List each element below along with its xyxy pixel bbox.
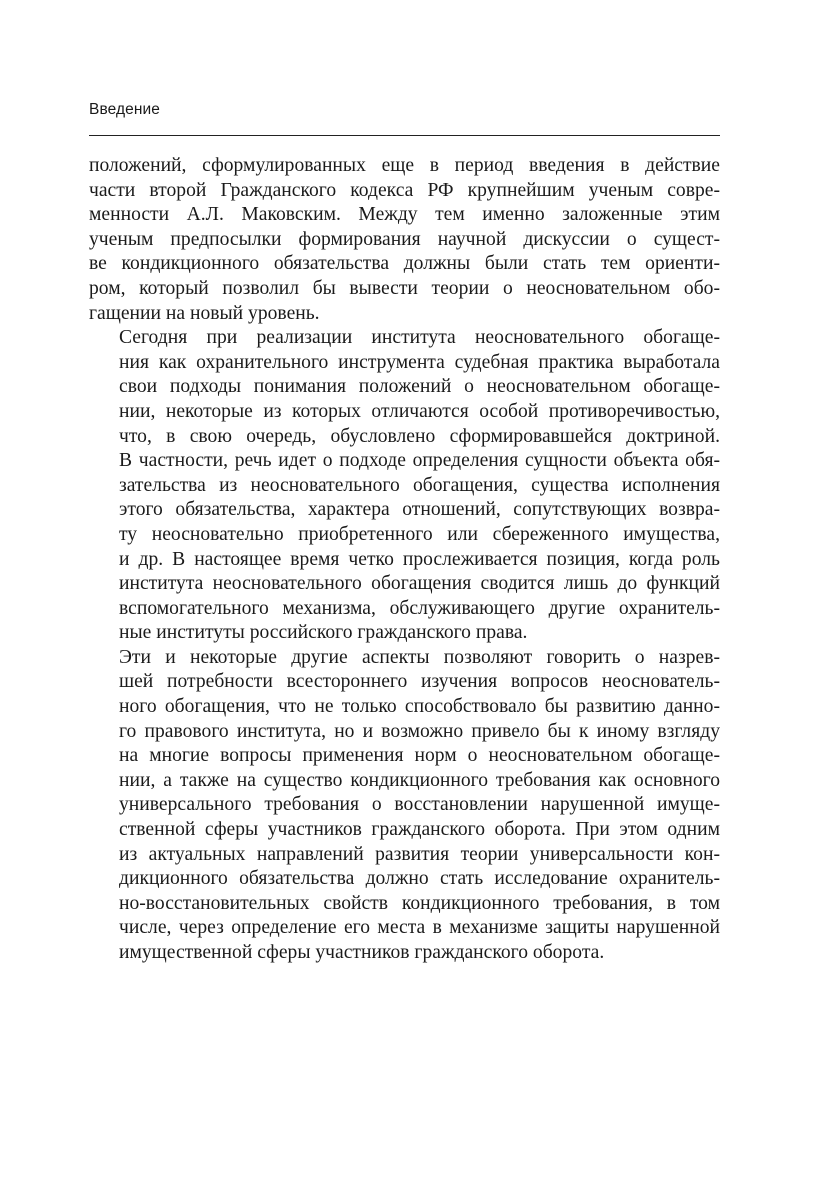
text-line: го правового института, но и возможно привело бы к иному взгляду xyxy=(119,720,720,742)
text-line: ные институты российского гражданского права. xyxy=(119,622,528,644)
text-line: менности А.Л. Маковским. Между тем именно заложенные этим xyxy=(89,204,720,226)
paragraph-1 xyxy=(89,154,720,326)
text-line: ром, который позволил бы вывести теории о неосновательном обо- xyxy=(89,277,720,299)
text-line: ния как охранительного инструмента судебная практика выработала xyxy=(119,351,720,373)
text-line: ученым предпосылки формирования научной дискуссии о сущест- xyxy=(89,228,720,250)
text-line: имущественной сферы участников гражданского оборота. xyxy=(119,942,605,963)
text-line: нии, некоторые из которых отличаются особой противоречивостью, xyxy=(119,400,720,422)
text-line: зательства из неосновательного обогащения, существа исполнения xyxy=(119,474,720,496)
header-rule xyxy=(89,135,720,136)
text-line: вспомогательного механизма, обслуживающего другие охранитель- xyxy=(119,597,720,619)
body-text xyxy=(89,154,720,966)
text-line: свои подходы понимания положений о неосновательном обогаще- xyxy=(119,376,720,398)
text-line: ственной сферы участников гражданского оборота. При этом одним xyxy=(119,819,720,841)
text-line: Сегодня при реализации института неосновательного обогаще- xyxy=(119,327,720,349)
paragraph-3 xyxy=(89,646,720,966)
text-line: дикционного обязательства должно стать исследование охранитель- xyxy=(119,868,720,890)
text-line: В частности, речь идет о подходе определения сущности объекта обя- xyxy=(119,450,720,472)
text-line: части второй Гражданского кодекса РФ крупнейшим ученым совре- xyxy=(89,179,720,201)
text-line: числе, через определение его места в механизме защиты нарушенной xyxy=(119,917,720,939)
running-header: Введение xyxy=(89,101,160,118)
text-line: что, в свою очередь, обусловлено сформировавшейся доктриной. xyxy=(119,425,720,447)
text-line: и др. В настоящее время четко прослеживается позиция, когда роль xyxy=(119,548,720,570)
text-line: Эти и некоторые другие аспекты позволяют говорить о назрев- xyxy=(119,646,720,668)
text-line: на многие вопросы применения норм о неосновательном обогаще- xyxy=(119,745,720,767)
text-line: гащении на новый уровень. xyxy=(89,302,320,324)
text-line: шей потребности всестороннего изучения вопросов неоснователь- xyxy=(119,671,720,693)
text-line: нии, а также на существо кондикционного требования как основного xyxy=(119,769,720,791)
paragraph-2 xyxy=(89,326,720,646)
text-line: ве кондикционного обязательства должны были стать тем ориенти- xyxy=(89,253,720,275)
text-line: этого обязательства, характера отношений, сопутствующих возвра- xyxy=(119,499,720,521)
text-line: но-восстановительных свойств кондикционного требования, в том xyxy=(119,892,720,914)
text-line: ного обогащения, что не только способствовало бы развитию данно- xyxy=(119,696,720,718)
text-line: положений, сформулированных еще в период введения в действие xyxy=(89,155,720,176)
text-line: из актуальных направлений развития теории универсальности кон- xyxy=(119,843,720,865)
text-line: ту неосновательно приобретенного или сбереженного имущества, xyxy=(119,523,720,545)
text-line: универсального требования о восстановлении нарушенной имуще- xyxy=(119,794,720,816)
text-line: института неосновательного обогащения сводится лишь до функций xyxy=(119,573,720,595)
